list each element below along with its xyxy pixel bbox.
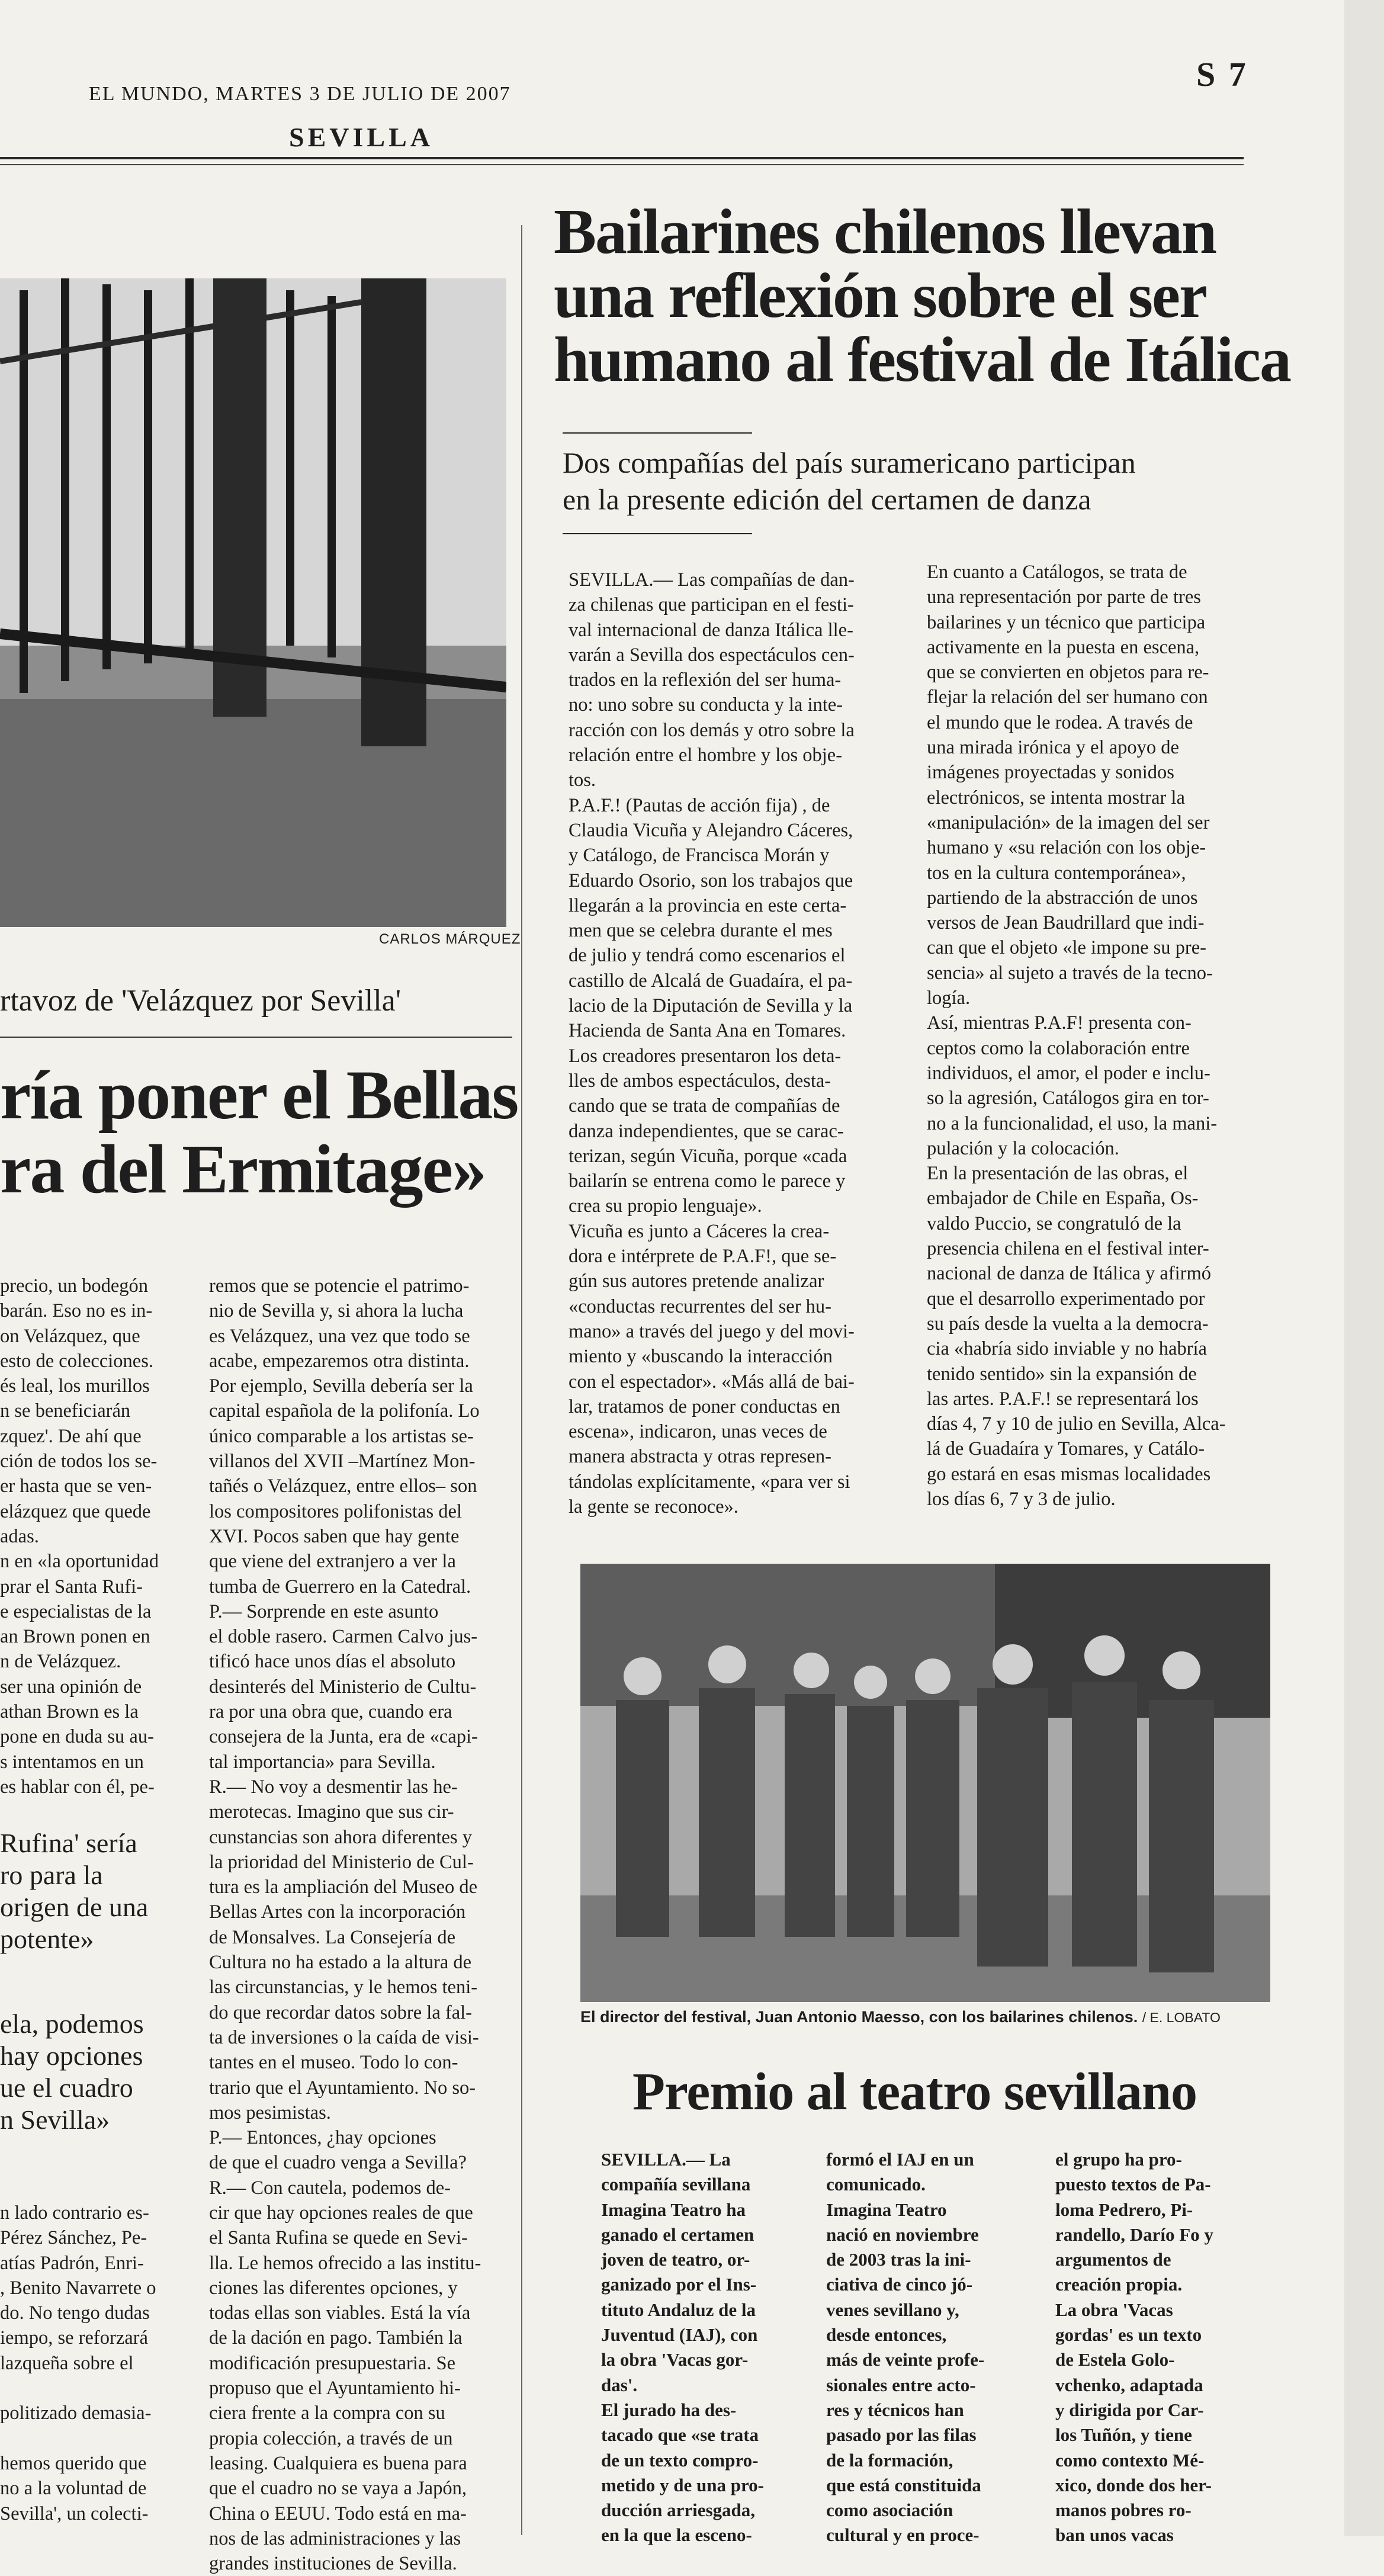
caption-credit: / E. LOBATO	[1142, 2010, 1221, 2025]
text-line: iempo, se reforzará	[0, 2327, 148, 2349]
text-line: embajador de Chile en España, Os-	[927, 1188, 1199, 1210]
subhead-rule	[563, 533, 752, 534]
text-line: acabe, empezaremos otra distinta.	[209, 1350, 470, 1372]
main-col2	[927, 560, 1264, 1512]
text-line: barán. Eso no es in-	[0, 1300, 153, 1322]
text-line: de Estela Golo-	[1055, 2349, 1175, 2370]
text-line: xico, donde dos her-	[1055, 2474, 1212, 2495]
text-line: trados en la reflexión del ser huma-	[569, 669, 842, 691]
text-line: los compositores polifonistas del	[209, 1500, 462, 1522]
text-line: sionales entre acto-	[826, 2374, 976, 2395]
text-line: Imagina Teatro	[826, 2199, 947, 2220]
text-line: tumba de Guerrero en la Catedral.	[209, 1576, 471, 1597]
text-line: en la que la esceno-	[601, 2524, 752, 2546]
text-line: tura es la ampliación del Museo de	[209, 1876, 478, 1898]
main-subhead	[563, 444, 1273, 518]
text-line: llegarán a la provincia en este certa-	[569, 894, 847, 916]
text-line: una mirada irónica y el apoyo de	[927, 737, 1179, 759]
text-line: Así, mientras P.A.F! presenta con-	[927, 1012, 1192, 1034]
text-line: pone en duda su au-	[0, 1726, 154, 1748]
text-line: días 4, 7 y 10 de julio en Sevilla, Alca-	[927, 1413, 1226, 1435]
text-line: ra por una obra que, cuando era	[209, 1701, 452, 1723]
text-line: és leal, los murillos	[0, 1375, 150, 1397]
text-line: lacio de la Diputación de Sevilla y la	[569, 995, 853, 1017]
text-line: n en «la oportunidad	[0, 1551, 159, 1573]
text-line: Imagina Teatro ha	[601, 2199, 746, 2220]
premio-headline: Premio al teatro sevillano	[632, 2062, 1197, 2121]
text-line: más de veinte profe-	[826, 2349, 985, 2370]
text-line: Juventud (IAJ), con	[601, 2324, 758, 2346]
text-line: ue el cuadro	[0, 2073, 133, 2103]
text-line: vchenko, adaptada	[1055, 2374, 1203, 2395]
text-line: los Tuñón, y tiene	[1055, 2424, 1192, 2446]
text-line: ser una opinión de	[0, 1676, 142, 1698]
text-line: er hasta que se ven-	[0, 1475, 152, 1497]
text-line: esto de colecciones.	[0, 1350, 153, 1372]
text-line: que el desarrollo experimentado por	[927, 1288, 1205, 1310]
text-line: gordas' es un texto	[1055, 2324, 1202, 2346]
text-line: «conductas recurrentes del ser hu-	[569, 1295, 831, 1317]
text-line: leasing. Cualquiera es buena para	[209, 2452, 467, 2474]
text-line: China o EEUU. Todo está en ma-	[209, 2503, 467, 2524]
text-line: nació en noviembre	[826, 2224, 979, 2245]
text-line: dora e intérprete de P.A.F!, que se-	[569, 1246, 837, 1268]
text-line: tos en la cultura contemporánea»,	[927, 862, 1186, 884]
text-line: humano y «su relación con los obje-	[927, 837, 1206, 859]
text-line: logía.	[927, 987, 971, 1009]
text-line: ta de inversiones o la caída de visi-	[209, 2026, 479, 2048]
headline-rule	[563, 432, 752, 434]
text-line: escena», indicaron, unas veces de	[569, 1421, 827, 1443]
page-edge	[1344, 0, 1384, 2536]
text-line: sencia» al sujeto a través de la tecno-	[927, 962, 1213, 984]
text-line: zquez'. De ahí que	[0, 1425, 142, 1447]
text-line: electrónicos, se intenta mostrar la	[927, 787, 1185, 809]
text-line: manera abstracta y otras represen-	[569, 1446, 831, 1468]
text-line: lazqueña sobre el	[0, 2352, 134, 2374]
text-line: el grupo ha pro-	[1055, 2149, 1182, 2170]
text-line: trario que el Ayuntamiento. No so-	[209, 2077, 476, 2099]
text-line: das'.	[601, 2374, 638, 2395]
text-line: bailarines y un técnico que participa	[927, 611, 1206, 633]
text-line: el mundo que le rodea. A través de	[927, 711, 1193, 733]
text-line: n Sevilla»	[0, 2105, 110, 2135]
text-line: con el espectador». «Más allá de bai-	[569, 1371, 855, 1393]
text-line: y dirigida por Car-	[1055, 2399, 1204, 2420]
text-line: atías Padrón, Enri-	[0, 2252, 144, 2274]
text-line: Sevilla', un colecti-	[0, 2503, 149, 2524]
text-line: ban unos vacas	[1055, 2524, 1174, 2546]
text-line: adas.	[0, 1525, 39, 1547]
text-line: ducción arriesgada,	[601, 2500, 756, 2521]
text-line: Dos compañías del país suramericano participan	[563, 446, 1136, 479]
text-line: que el cuadro no se vaya a Japón,	[209, 2478, 467, 2500]
text-line: nio de Sevilla y, si ahora la lucha	[209, 1300, 464, 1322]
text-line: creación propia.	[1055, 2274, 1183, 2295]
pull-quote-2	[0, 2008, 190, 2136]
text-line: miento y «buscando la interacción	[569, 1346, 833, 1368]
text-line: metido y de una pro-	[601, 2474, 765, 2495]
text-line: men que se celebra durante el mes	[569, 920, 833, 942]
text-line: nos de las administraciones y las	[209, 2527, 461, 2549]
text-line: que se convierten en objetos para re-	[927, 662, 1209, 684]
text-line: de julio y tendrá como escenarios el	[569, 945, 846, 967]
text-line: gún sus autores pretende analizar	[569, 1271, 824, 1292]
text-line: lla. Le hemos ofrecido a las institu-	[209, 2252, 481, 2274]
text-line: pasado por las filas	[826, 2424, 977, 2446]
text-line: El jurado ha des-	[601, 2399, 737, 2420]
text-line: partiendo de la abstracción de unos	[927, 887, 1198, 909]
pull-quote-1	[0, 1827, 190, 1955]
text-line: do. No tengo dudas	[0, 2302, 150, 2324]
text-line: ganado el certamen	[601, 2224, 754, 2245]
text-line: las circunstancias, y le hemos teni-	[209, 1977, 478, 1998]
text-line: res y técnicos han	[826, 2399, 964, 2420]
text-line: n de Velázquez.	[0, 1651, 121, 1673]
text-line: s intentamos en un	[0, 1751, 144, 1773]
text-line: Eduardo Osorio, son los trabajos que	[569, 870, 853, 891]
text-line: en la presente edición del certamen de danza	[563, 483, 1091, 516]
text-line: imágenes proyectadas y sonidos	[927, 762, 1174, 784]
text-line: tacado que «se trata	[601, 2424, 759, 2446]
text-line: el Santa Rufina se quede en Sevi-	[209, 2227, 468, 2249]
text-line: humano al festival de Itálica	[554, 325, 1291, 395]
text-line: precio, un bodegón	[0, 1275, 149, 1297]
text-line: tificó hace unos días el absoluto	[209, 1651, 456, 1673]
text-line: ro para la	[0, 1860, 103, 1890]
text-line: val internacional de danza Itálica lle-	[569, 619, 853, 641]
text-line: no a la voluntad de	[0, 2478, 147, 2500]
text-line: Pérez Sánchez, Pe-	[0, 2227, 147, 2249]
column-divider	[521, 225, 522, 2535]
text-line: n lado contrario es-	[0, 2202, 149, 2224]
text-line: athan Brown es la	[0, 1701, 139, 1723]
text-line: grandes instituciones de Sevilla.	[209, 2553, 457, 2575]
text-line: de un texto compro-	[601, 2449, 759, 2471]
text-line: y Catálogo, de Francisca Morán y	[569, 845, 830, 867]
text-line: on Velázquez, que	[0, 1325, 140, 1347]
text-line: Vicuña es junto a Cáceres la crea-	[569, 1220, 830, 1242]
text-line: modificación presupuestaria. Se	[209, 2352, 456, 2374]
left-kicker: rtavoz de 'Velázquez por Sevilla'	[0, 984, 402, 1018]
text-line: es hablar con él, pe-	[0, 1776, 155, 1798]
text-line: versos de Jean Baudrillard que indi-	[927, 912, 1205, 934]
text-line: ciera frente a la compra con su	[209, 2402, 445, 2424]
left-col1b	[0, 2200, 195, 2526]
text-line: P.A.F.! (Pautas de acción fija) , de	[569, 794, 830, 816]
text-line: cir que hay opciones reales de que	[209, 2202, 473, 2224]
premio-col2	[826, 2147, 1022, 2548]
text-line: activamente en la puesta en escena,	[927, 636, 1200, 658]
masthead-rule-thin	[0, 164, 1244, 165]
text-line: presencia chilena en el festival inter-	[927, 1238, 1209, 1260]
text-line: la prioridad del Ministerio de Cul-	[209, 1851, 474, 1873]
text-line: compañía sevillana	[601, 2174, 751, 2195]
text-line: crea su propio lenguaje».	[569, 1195, 762, 1217]
text-line: mos pesimistas.	[209, 2102, 331, 2123]
text-line: capital española de la polifonía. Lo	[209, 1400, 480, 1422]
text-line: merotecas. Imagino que sus cir-	[209, 1801, 454, 1823]
text-line: individuos, el amor, el poder e inclu-	[927, 1062, 1210, 1084]
text-line: que está constituida	[826, 2474, 981, 2495]
text-line: En cuanto a Catálogos, se trata de	[927, 562, 1187, 583]
text-line: varán a Sevilla dos espectáculos cen-	[569, 644, 855, 666]
text-line: villanos del XVII –Martínez Mon-	[209, 1451, 476, 1473]
text-line: lar, tratamos de poner conductas en	[569, 1396, 840, 1417]
text-line: una reflexión sobre el ser	[554, 261, 1206, 331]
text-line: formó el IAJ en un	[826, 2149, 974, 2170]
text-line: Bailarines chilenos llevan	[554, 197, 1216, 267]
group-photo-caption	[580, 2008, 1221, 2026]
text-line: como contexto Mé-	[1055, 2449, 1205, 2471]
text-line: castillo de Alcalá de Guadaíra, el pa-	[569, 970, 853, 992]
text-line: propia colección, a través de un	[209, 2427, 453, 2449]
text-line: lá de Guadaíra y Tomares, y Catálo-	[927, 1438, 1205, 1460]
text-line: tituto Andaluz de la	[601, 2299, 756, 2320]
text-line: comunicado.	[826, 2174, 926, 2195]
section-name: SEVILLA	[289, 122, 433, 152]
text-line: hemos querido que	[0, 2452, 147, 2474]
text-line: la gente se reconoce».	[569, 1496, 738, 1518]
text-line: cia «habría sido inviable y no habría	[927, 1338, 1207, 1360]
railing-photo	[0, 278, 506, 927]
text-line: su país desde la vuelta a la democra-	[927, 1313, 1209, 1334]
text-line: flejar la relación del ser humano con	[927, 686, 1208, 708]
text-line: Los creadores presentaron los deta-	[569, 1045, 842, 1067]
text-line: el doble rasero. Carmen Calvo jus-	[209, 1626, 478, 1648]
text-line: La obra 'Vacas	[1055, 2299, 1173, 2320]
text-line: tos.	[569, 769, 596, 791]
text-line: ceptos como la colaboración entre	[927, 1037, 1190, 1059]
text-line: joven de teatro, or-	[601, 2249, 750, 2270]
text-line: lles de ambos espectáculos, desta-	[569, 1070, 831, 1092]
text-line: SEVILLA.— La	[601, 2149, 731, 2170]
text-line: bailarín se entrena como le parece y	[569, 1170, 846, 1192]
text-line: danza independientes, que se carac-	[569, 1120, 844, 1142]
text-line: de la dación en pago. También la	[209, 2327, 463, 2349]
text-line: como asociación	[826, 2500, 953, 2521]
text-line: desinterés del Ministerio de Cultu-	[209, 1676, 477, 1698]
text-line: nacional de danza de Itálica y afirmó	[927, 1263, 1212, 1285]
text-line: que viene del extranjero a ver la	[209, 1551, 456, 1573]
text-line: loma Pedrero, Pi-	[1055, 2199, 1193, 2220]
text-line: tantes en el museo. Todo lo con-	[209, 2052, 458, 2074]
text-line: ganizado por el Ins-	[601, 2274, 757, 2295]
text-line: SEVILLA.— Las compañías de dan-	[569, 569, 855, 591]
text-line: valdo Puccio, se congratuló de la	[927, 1212, 1181, 1234]
text-line: tal importancia» para Sevilla.	[209, 1751, 436, 1773]
main-col1	[569, 567, 894, 1519]
text-line: ciativa de cinco jó-	[826, 2274, 973, 2295]
text-line: único comparable a los artistas se-	[209, 1425, 474, 1447]
text-line: todas ellas son viables. Está la vía	[209, 2302, 471, 2324]
text-line: tenido sentido» sin la expansión de	[927, 1363, 1197, 1385]
text-line: venes sevillano y,	[826, 2299, 959, 2320]
text-line: , Benito Navarrete o	[0, 2277, 156, 2299]
text-line: de la formación,	[826, 2449, 953, 2471]
text-line: XVI. Pocos saben que hay gente	[209, 1525, 460, 1547]
premio-col3	[1055, 2147, 1251, 2548]
text-line: Bellas Artes con la incorporación	[209, 1901, 466, 1923]
text-line: cultural y en proce-	[826, 2524, 980, 2546]
text-line: Cultura no ha estado a la altura de	[209, 1952, 472, 1974]
text-line: P.— Entonces, ¿hay opciones	[209, 2127, 436, 2149]
text-line: tañés o Velázquez, entre ellos– son	[209, 1475, 477, 1497]
text-line: ela, podemos	[0, 2009, 144, 2039]
text-line: Rufina' sería	[0, 1828, 137, 1858]
text-line: R.— No voy a desmentir las he-	[209, 1776, 458, 1798]
text-line: los días 6, 7 y 3 de julio.	[927, 1488, 1116, 1510]
text-line: e especialistas de la	[0, 1600, 152, 1622]
text-line: puesto textos de Pa-	[1055, 2174, 1211, 2195]
left-headline-1: ría poner el Bellas	[0, 1056, 518, 1134]
text-line: «manipulación» de la imagen del ser	[927, 811, 1210, 833]
main-headline	[554, 197, 1291, 395]
text-line: an Brown ponen en	[0, 1626, 150, 1648]
text-line: manos pobres ro-	[1055, 2500, 1192, 2521]
text-line: En la presentación de las obras, el	[927, 1163, 1189, 1185]
left-col2	[209, 1273, 520, 2576]
text-line: R.— Con cautela, podemos de-	[209, 2177, 451, 2199]
dateline: EL MUNDO, MARTES 3 DE JULIO DE 2007	[89, 83, 511, 105]
text-line: n se beneficiarán	[0, 1400, 131, 1422]
text-line: propuso que el Ayuntamiento hi-	[209, 2378, 461, 2399]
group-photo	[580, 1564, 1270, 2002]
text-line: consejera de la Junta, era de «capi-	[209, 1726, 478, 1748]
text-line: mano» a través del juego y del movi-	[569, 1320, 855, 1342]
text-line: de que el cuadro venga a Sevilla?	[209, 2152, 467, 2174]
text-line: za chilenas que participan en el festi-	[569, 594, 854, 616]
text-line: go estará en esas mismas localidades	[927, 1463, 1211, 1485]
text-line: racción con los demás y otro sobre la	[569, 719, 855, 741]
text-line: la obra 'Vacas gor-	[601, 2349, 749, 2370]
photo-credit: CARLOS MÁRQUEZ	[379, 931, 521, 947]
text-line: argumentos de	[1055, 2249, 1171, 2270]
text-line: las artes. P.A.F.! se representará los	[927, 1388, 1199, 1410]
text-line: remos que se potencie el patrimo-	[209, 1275, 470, 1297]
text-line: una representación por parte de tres	[927, 586, 1201, 608]
text-line: tándolas explícitamente, «para ver si	[569, 1471, 850, 1493]
text-line: relación entre el hombre y los obje-	[569, 745, 843, 766]
text-line	[0, 2376, 195, 2401]
text-line: P.— Sorprende en este asunto	[209, 1600, 439, 1622]
text-line: Hacienda de Santa Ana en Tomares.	[569, 1020, 846, 1042]
left-headline-2: ra del Ermitage»	[0, 1130, 486, 1208]
text-line: elázquez que quede	[0, 1500, 151, 1522]
left-col1	[0, 1273, 195, 1799]
text-line: de 2003 tras la ini-	[826, 2249, 971, 2270]
text-line	[0, 2426, 195, 2451]
page-number: S 7	[1196, 55, 1248, 94]
text-line: desde entonces,	[826, 2324, 947, 2346]
text-line: es Velázquez, una vez que todo se	[209, 1325, 470, 1347]
text-line: cunstancias son ahora diferentes y	[209, 1826, 473, 1848]
text-line: pulación y la colocación.	[927, 1137, 1119, 1159]
text-line: do que recordar datos sobre la fal-	[209, 2001, 472, 2023]
text-line: can que el objeto «le impone su pre-	[927, 937, 1206, 959]
text-line: ción de todos los se-	[0, 1451, 158, 1473]
text-line: potente»	[0, 1924, 94, 1954]
masthead-rule	[0, 157, 1244, 159]
text-line: origen de una	[0, 1892, 149, 1922]
text-line: Por ejemplo, Sevilla debería ser la	[209, 1375, 473, 1397]
text-line: ciones las diferentes opciones, y	[209, 2277, 458, 2299]
text-line: so la agresión, Catálogos gira en tor-	[927, 1087, 1209, 1109]
text-line: no a la funcionalidad, el uso, la mani-	[927, 1112, 1218, 1134]
text-line: no: uno sobre su conducta y la inte-	[569, 694, 843, 716]
text-line: prar el Santa Rufi-	[0, 1576, 143, 1597]
text-line: hay opciones	[0, 2041, 143, 2071]
premio-col1	[601, 2147, 791, 2548]
text-line: de Monsalves. La Consejería de	[209, 1926, 456, 1948]
text-line: Claudia Vicuña y Alejandro Cáceres,	[569, 819, 853, 841]
text-line: randello, Darío Fo y	[1055, 2224, 1213, 2245]
text-line: cando que se trata de compañías de	[569, 1095, 840, 1117]
caption-text: El director del festival, Juan Antonio Maesso, con los bailarines chilenos.	[580, 2008, 1138, 2026]
text-line: terizan, según Vicuña, porque «cada	[569, 1145, 847, 1167]
text-line: politizado demasia-	[0, 2402, 152, 2424]
kicker-rule	[0, 1037, 512, 1038]
